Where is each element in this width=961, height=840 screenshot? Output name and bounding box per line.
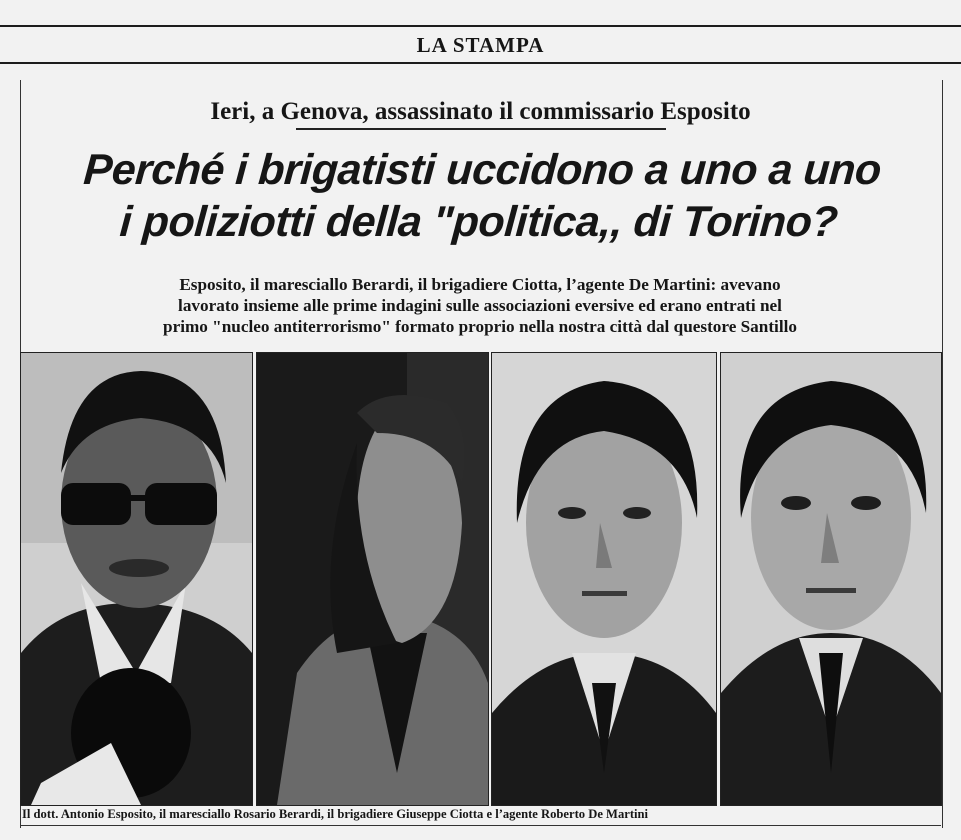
kicker-underline xyxy=(296,128,666,130)
photo-berardi xyxy=(256,352,489,806)
adjacent-column-left xyxy=(0,380,14,830)
photo-caption: Il dott. Antonio Esposito, il maresciallo Rosario Berardi, il brigadiere Giuseppe Ciotta e l’agente Roberto De Martini xyxy=(22,807,649,821)
photo-esposito xyxy=(20,352,253,806)
caption-rule xyxy=(20,825,941,826)
masthead-bottom-rule xyxy=(0,62,961,64)
masthead-top-rule xyxy=(0,25,961,27)
headline-line-1: Perché i brigatisti uccidono a uno a uno xyxy=(82,146,883,194)
deck-line-1: Esposito, il maresciallo Berardi, il brigadiere Ciotta, l’agente De Martini: avevano xyxy=(179,275,781,294)
photo-ciotta xyxy=(491,352,717,806)
deck-line-3: primo "nucleo antiterrorismo" formato proprio nella nostra città dal questore Santillo xyxy=(163,317,797,336)
newspaper-masthead: LA STAMPA xyxy=(416,33,545,57)
article-kicker: Ieri, a Genova, assassinato il commissario Esposito xyxy=(210,98,751,125)
deck-line-2: lavorato insieme alle prime indagini sulle associazioni eversive ed erano entrati nel xyxy=(178,296,782,315)
adjacent-column-right xyxy=(949,100,961,820)
photo-de-martini xyxy=(720,352,942,806)
article-deck xyxy=(36,274,924,337)
article-headline xyxy=(16,144,944,248)
headline-line-2: i poliziotti della "politica,, di Torino? xyxy=(118,198,840,246)
